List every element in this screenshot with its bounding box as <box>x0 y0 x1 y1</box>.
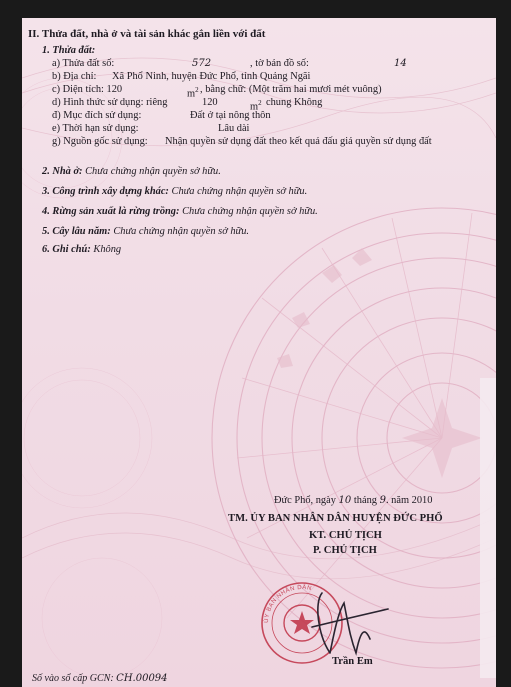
map-sheet-label: , tờ bản đồ số: <box>250 58 309 69</box>
other-construction-value: Chưa chứng nhận quyền sở hữu. <box>171 186 308 197</box>
house-value: Chưa chứng nhận quyền sở hữu. <box>85 166 221 177</box>
usage-purpose-value: Đất ở tại nông thôn <box>190 110 271 121</box>
usage-origin-label: g) Nguồn gốc sử dụng: <box>52 136 148 147</box>
issue-date: Đức Phổ, ngày 10 tháng 9. năm 2010 <box>274 495 433 506</box>
signer-title-pct: P. CHỦ TỊCH <box>313 545 377 556</box>
usage-form-label: d) Hình thức sử dụng: riêng <box>52 97 168 108</box>
notes-value: Không <box>93 244 122 255</box>
perennial-trees-row <box>42 226 249 238</box>
planted-forest-row <box>42 206 318 218</box>
signer-name: Trần Em <box>332 656 373 667</box>
parcel-number-label: a) Thửa đất số: <box>52 58 115 69</box>
issuing-authority: TM. ỦY BAN NHÂN DÂN HUYỆN ĐỨC PHỔ <box>228 513 443 524</box>
usage-term-label: e) Thời hạn sử dụng: <box>52 123 139 134</box>
usage-term-value: Lâu dài <box>218 123 250 134</box>
map-sheet-value: 14 <box>394 58 407 69</box>
land-heading: 1. Thửa đất: <box>42 45 96 56</box>
notes-label: 6. Ghi chú: <box>42 244 91 255</box>
area-unit: $m^2$ <box>187 86 199 100</box>
perennial-trees-label: 5. Cây lâu năm: <box>42 226 111 237</box>
address-value: Xã Phổ Ninh, huyện Đức Phổ, tỉnh Quảng Ngãi <box>112 71 311 82</box>
usage-private-area: 120 <box>202 97 218 108</box>
other-construction-label: 3. Công trình xây dựng khác: <box>42 186 169 197</box>
usage-shared-value: chung Không <box>266 97 323 108</box>
registry-number <box>32 673 168 685</box>
house-label: 2. Nhà ở: <box>42 166 83 177</box>
registry-number-value: CH.00094 <box>116 673 168 684</box>
address-label: b) Địa chỉ: <box>52 71 97 82</box>
registry-number-label: Số vào sổ cấp GCN: <box>32 673 114 684</box>
signer-title-kt: KT. CHỦ TỊCH <box>309 530 382 541</box>
usage-origin-value: Nhận quyền sử dụng đất theo kết quả đấu giá quyền sử dụng đất <box>165 136 432 147</box>
area-in-words: , bằng chữ: (Một trăm hai mươi mét vuông) <box>200 84 382 95</box>
stamp-text: ỦY BAN NHÂN DÂN <box>263 584 313 624</box>
section-title: II. Thửa đất, nhà ở và tài sản khác gắn liền với đất <box>28 28 266 40</box>
parcel-number-value: 572 <box>192 58 212 69</box>
notes-row <box>42 244 121 256</box>
house-row <box>42 166 221 178</box>
planted-forest-value: Chưa chứng nhận quyền sở hữu. <box>182 206 318 217</box>
usage-purpose-label: đ) Mục đích sử dụng: <box>52 110 142 121</box>
certificate-page <box>22 18 496 687</box>
other-construction-row <box>42 186 307 198</box>
perennial-trees-value: Chưa chứng nhận quyền sở hữu. <box>113 226 249 237</box>
usage-private-unit: $m^2$ <box>250 99 262 113</box>
planted-forest-label: 4. Rừng sản xuất là rừng trồng: <box>42 206 180 217</box>
area-label: c) Diện tích: 120 <box>52 84 123 95</box>
